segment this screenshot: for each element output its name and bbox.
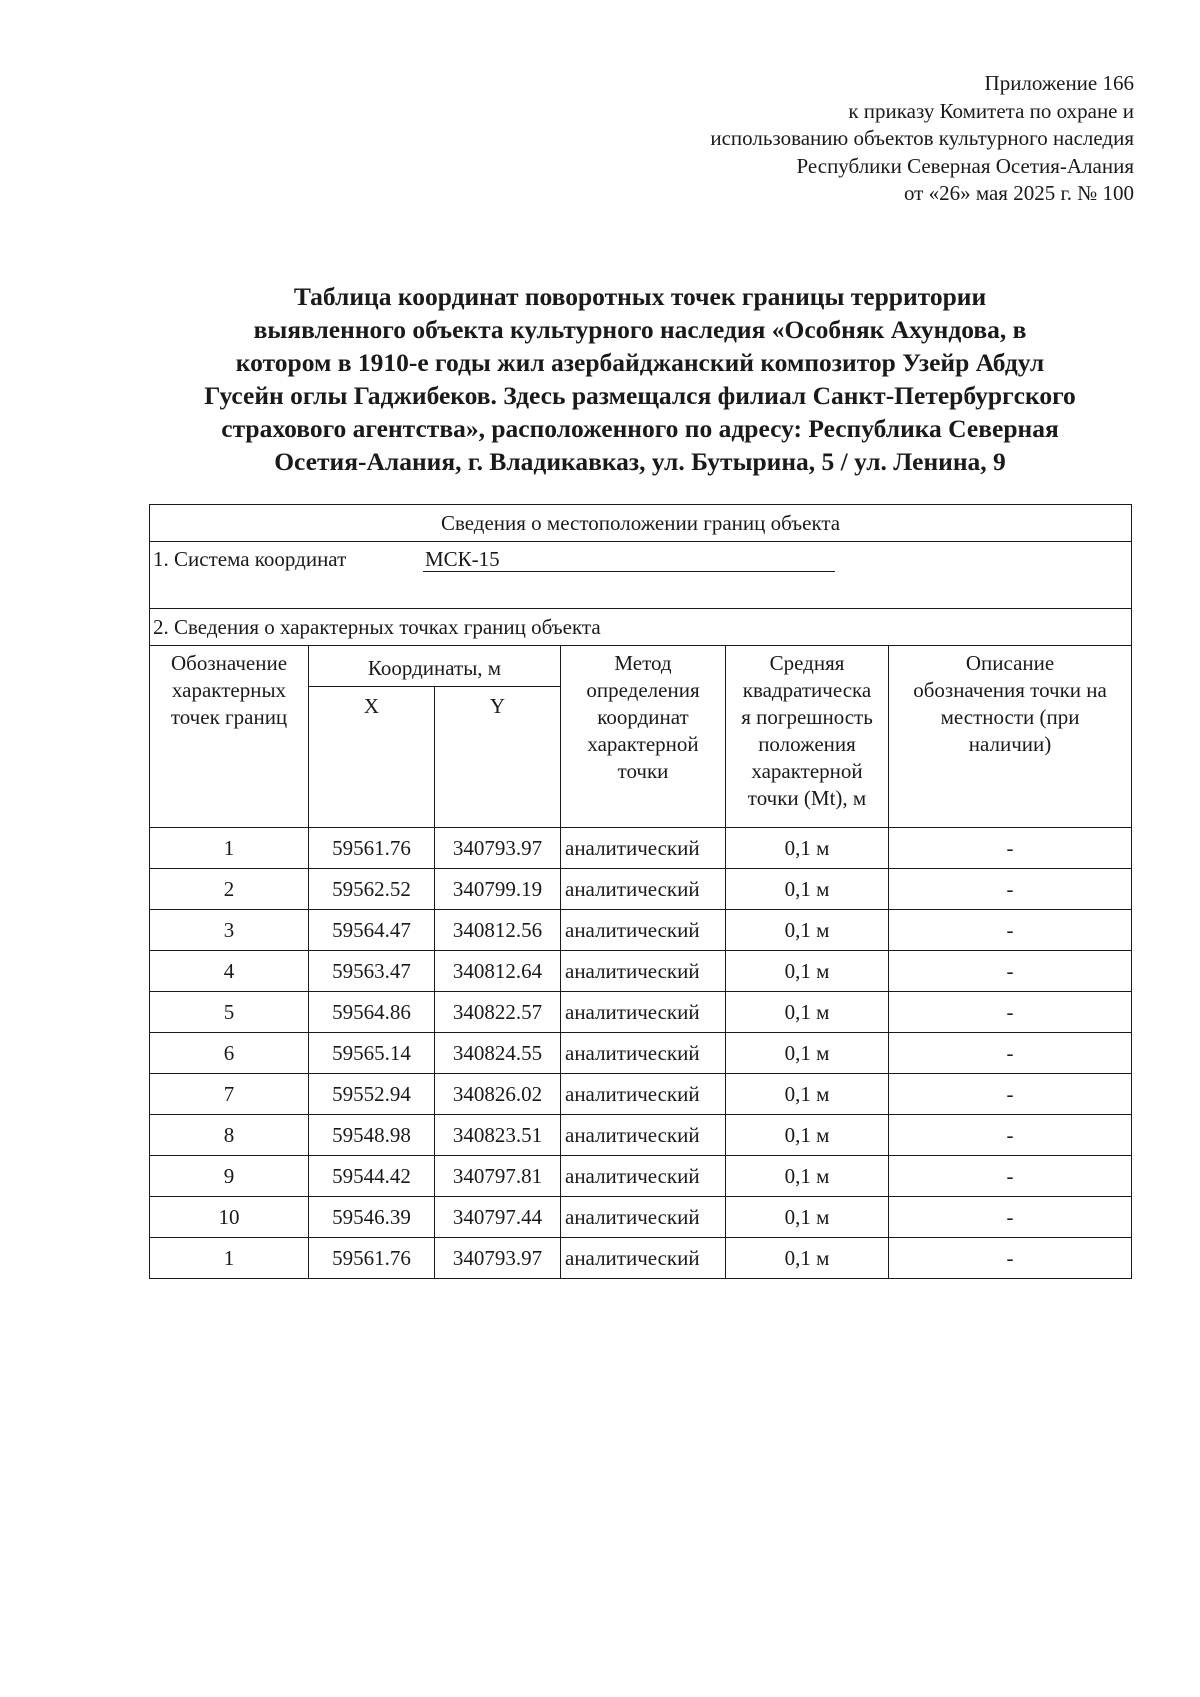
cell-point-number: 3 bbox=[150, 910, 309, 951]
cell-method: аналитический bbox=[561, 1115, 726, 1156]
cell-x: 59561.76 bbox=[309, 1238, 435, 1279]
cell-point-number: 9 bbox=[150, 1156, 309, 1197]
cell-method: аналитический bbox=[561, 1033, 726, 1074]
cell-x: 59544.42 bbox=[309, 1156, 435, 1197]
cell-y: 340793.97 bbox=[435, 828, 561, 869]
table-row bbox=[150, 828, 1132, 869]
table-row bbox=[150, 910, 1132, 951]
table-caption: Сведения о местоположении границ объекта bbox=[150, 505, 1132, 542]
cell-x: 59565.14 bbox=[309, 1033, 435, 1074]
cell-x: 59564.47 bbox=[309, 910, 435, 951]
points-heading: 2. Сведения о характерных точках границ объекта bbox=[150, 609, 1132, 646]
cell-error: 0,1 м bbox=[726, 1033, 889, 1074]
cell-y: 340793.97 bbox=[435, 1238, 561, 1279]
header-method: Метод определения координат характерной точки bbox=[561, 646, 726, 828]
cell-method: аналитический bbox=[561, 910, 726, 951]
title-line: выявленного объекта культурного наследия «Особняк Ахундова, в bbox=[253, 315, 1027, 344]
cell-y: 340824.55 bbox=[435, 1033, 561, 1074]
cell-x: 59562.52 bbox=[309, 869, 435, 910]
cell-description: - bbox=[889, 869, 1132, 910]
cell-y: 340822.57 bbox=[435, 992, 561, 1033]
cell-point-number: 4 bbox=[150, 951, 309, 992]
coordinate-system-label: 1. Система координат bbox=[153, 547, 347, 571]
cell-description: - bbox=[889, 992, 1132, 1033]
header-x: X bbox=[309, 687, 435, 828]
cell-error: 0,1 м bbox=[726, 1074, 889, 1115]
cell-y: 340826.02 bbox=[435, 1074, 561, 1115]
title-line: страхового агентства», расположенного по адресу: Республика Северная bbox=[221, 414, 1059, 443]
cell-point-number: 1 bbox=[150, 1238, 309, 1279]
cell-description: - bbox=[889, 1033, 1132, 1074]
title-line: Гусейн оглы Гаджибеков. Здесь размещался филиал Санкт-Петербургского bbox=[204, 381, 1076, 410]
annex-date: от «26» мая 2025 г. № 100 bbox=[903, 181, 1134, 205]
coordinate-system-value: МСК-15 bbox=[423, 547, 835, 572]
coordinates-table bbox=[149, 504, 1132, 1279]
cell-description: - bbox=[889, 1197, 1132, 1238]
cell-point-number: 8 bbox=[150, 1115, 309, 1156]
cell-y: 340823.51 bbox=[435, 1115, 561, 1156]
cell-method: аналитический bbox=[561, 1238, 726, 1279]
cell-y: 340812.56 bbox=[435, 910, 561, 951]
cell-error: 0,1 м bbox=[726, 1115, 889, 1156]
table-row bbox=[150, 869, 1132, 910]
cell-point-number: 1 bbox=[150, 828, 309, 869]
table-row bbox=[150, 1115, 1132, 1156]
cell-point-number: 10 bbox=[150, 1197, 309, 1238]
annex-republic: Республики Северная Осетия-Алания bbox=[796, 153, 1134, 178]
annex-header bbox=[434, 70, 1134, 208]
table-row bbox=[150, 992, 1132, 1033]
cell-error: 0,1 м bbox=[726, 910, 889, 951]
cell-y: 340799.19 bbox=[435, 869, 561, 910]
cell-error: 0,1 м bbox=[726, 828, 889, 869]
table-row bbox=[150, 1238, 1132, 1279]
header-coordinates: Координаты, м bbox=[309, 646, 561, 687]
cell-error: 0,1 м bbox=[726, 869, 889, 910]
cell-description: - bbox=[889, 1074, 1132, 1115]
cell-description: - bbox=[889, 828, 1132, 869]
cell-description: - bbox=[889, 1156, 1132, 1197]
header-y: Y bbox=[435, 687, 561, 828]
header-description: Описание обозначения точки на местности (при наличии) bbox=[889, 646, 1132, 828]
table-row bbox=[150, 1033, 1132, 1074]
cell-method: аналитический bbox=[561, 869, 726, 910]
annex-number: Приложение 166 bbox=[984, 71, 1134, 95]
cell-x: 59552.94 bbox=[309, 1074, 435, 1115]
annex-order-ref: к приказу Комитета по охране и bbox=[848, 98, 1134, 123]
cell-x: 59564.86 bbox=[309, 992, 435, 1033]
cell-description: - bbox=[889, 1238, 1132, 1279]
cell-method: аналитический bbox=[561, 828, 726, 869]
cell-error: 0,1 м bbox=[726, 1197, 889, 1238]
cell-error: 0,1 м bbox=[726, 951, 889, 992]
header-designation: Обозначение характерных точек границ bbox=[150, 646, 309, 828]
table-row bbox=[150, 1074, 1132, 1115]
cell-method: аналитический bbox=[561, 1197, 726, 1238]
header-error: Средняя квадратическа я погрешность положения характерной точки (Mt), м bbox=[726, 646, 889, 828]
cell-point-number: 6 bbox=[150, 1033, 309, 1074]
cell-point-number: 2 bbox=[150, 869, 309, 910]
cell-description: - bbox=[889, 1115, 1132, 1156]
cell-y: 340797.81 bbox=[435, 1156, 561, 1197]
cell-description: - bbox=[889, 910, 1132, 951]
title-line: Осетия-Алания, г. Владикавказ, ул. Бутырина, 5 / ул. Ленина, 9 bbox=[274, 447, 1006, 476]
cell-error: 0,1 м bbox=[726, 1156, 889, 1197]
cell-description: - bbox=[889, 951, 1132, 992]
title-line: Таблица координат поворотных точек границы территории bbox=[293, 282, 987, 311]
cell-method: аналитический bbox=[561, 1156, 726, 1197]
cell-method: аналитический bbox=[561, 1074, 726, 1115]
cell-method: аналитический bbox=[561, 951, 726, 992]
cell-x: 59563.47 bbox=[309, 951, 435, 992]
annex-committee: использованию объектов культурного наследия bbox=[710, 126, 1134, 150]
table-row bbox=[150, 1197, 1132, 1238]
cell-x: 59561.76 bbox=[309, 828, 435, 869]
cell-x: 59548.98 bbox=[309, 1115, 435, 1156]
table-row bbox=[150, 951, 1132, 992]
cell-point-number: 5 bbox=[150, 992, 309, 1033]
cell-y: 340797.44 bbox=[435, 1197, 561, 1238]
cell-y: 340812.64 bbox=[435, 951, 561, 992]
cell-x: 59546.39 bbox=[309, 1197, 435, 1238]
cell-point-number: 7 bbox=[150, 1074, 309, 1115]
cell-error: 0,1 м bbox=[726, 992, 889, 1033]
cell-method: аналитический bbox=[561, 992, 726, 1033]
cell-error: 0,1 м bbox=[726, 1238, 889, 1279]
table-row bbox=[150, 1156, 1132, 1197]
document-title bbox=[140, 280, 1140, 478]
coordinate-system-row bbox=[150, 542, 1132, 609]
title-line: котором в 1910-е годы жил азербайджанский композитор Узейр Абдул bbox=[235, 348, 1045, 377]
